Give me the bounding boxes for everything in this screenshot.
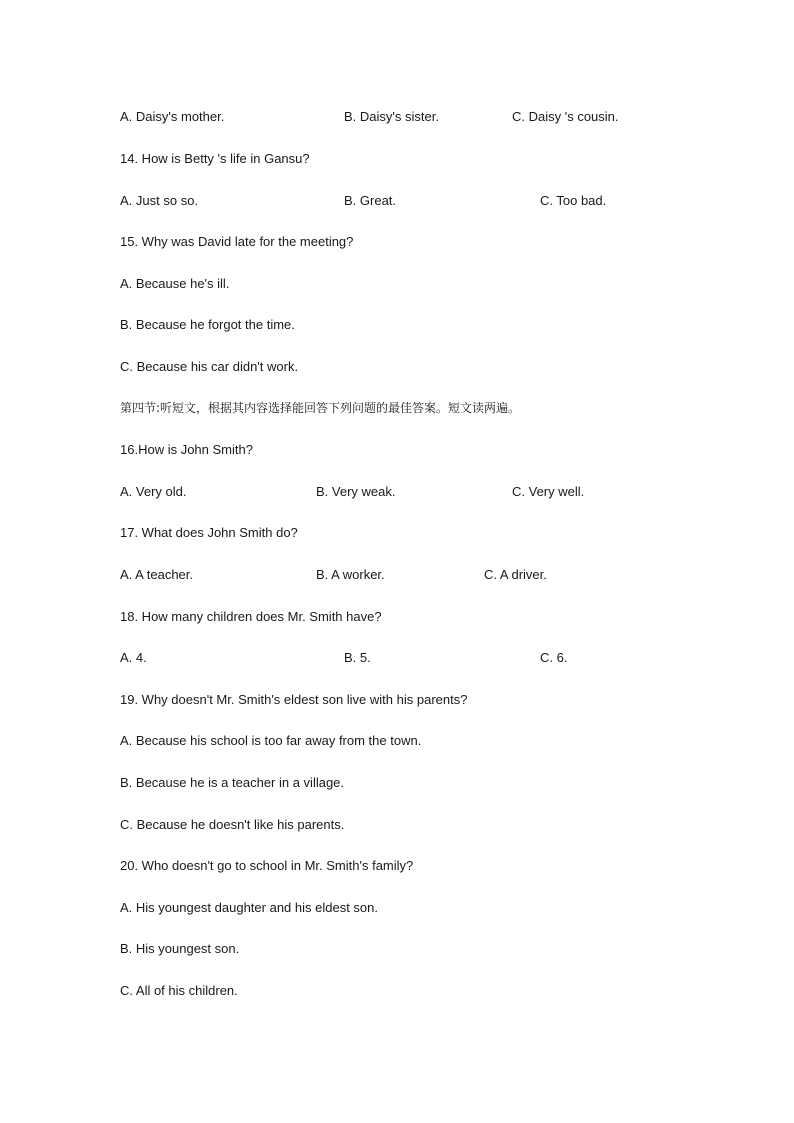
- q16-question: 16.How is John Smith?: [120, 442, 253, 457]
- q13-option-c: C. Daisy 's cousin.: [512, 109, 619, 124]
- q16-option-c: C. Very well.: [512, 484, 585, 499]
- q20-question: 20. Who doesn't go to school in Mr. Smith's family?: [120, 858, 414, 873]
- q17-option-b: B. A worker.: [316, 567, 385, 582]
- q19-option-c: C. Because he doesn't like his parents.: [120, 817, 345, 832]
- q20-option-a: A. His youngest daughter and his eldest son.: [120, 900, 378, 915]
- q19-question: 19. Why doesn't Mr. Smith's eldest son live with his parents?: [120, 692, 468, 707]
- q20-option-b: B. His youngest son.: [120, 941, 240, 956]
- q18-question: 18. How many children does Mr. Smith have?: [120, 609, 382, 624]
- q13-option-a: A. Daisy's mother.: [120, 109, 225, 124]
- q13-option-b: B. Daisy's sister.: [344, 109, 439, 124]
- q20-option-c: C. All of his children.: [120, 983, 238, 998]
- q16-option-a: A. Very old.: [120, 484, 187, 499]
- section-4-heading: 第四节:听短文，根据其内容选择能回答下列问题的最佳答案。短文读两遍。: [120, 401, 521, 415]
- q18-option-b: B. 5.: [344, 650, 371, 665]
- q18-option-a: A. 4.: [120, 650, 147, 665]
- q14-option-a: A. Just so so.: [120, 193, 199, 208]
- q14-option-c: C. Too bad.: [540, 193, 607, 208]
- q15-question: 15. Why was David late for the meeting?: [120, 234, 354, 249]
- q17-question: 17. What does John Smith do?: [120, 525, 298, 540]
- q14-option-b: B. Great.: [344, 193, 397, 208]
- q16-option-b: B. Very weak.: [316, 484, 396, 499]
- q19-option-a: A. Because his school is too far away from the town.: [120, 733, 422, 748]
- q14-question: 14. How is Betty 's life in Gansu?: [120, 151, 310, 166]
- q17-option-c: C. A driver.: [484, 567, 547, 582]
- q18-option-c: C. 6.: [540, 650, 568, 665]
- q19-option-b: B. Because he is a teacher in a village.: [120, 775, 345, 790]
- q17-option-a: A. A teacher.: [120, 567, 193, 582]
- q15-option-b: B. Because he forgot the time.: [120, 317, 295, 332]
- q15-option-c: C. Because his car didn't work.: [120, 359, 299, 374]
- q15-option-a: A. Because he's ill.: [120, 276, 230, 291]
